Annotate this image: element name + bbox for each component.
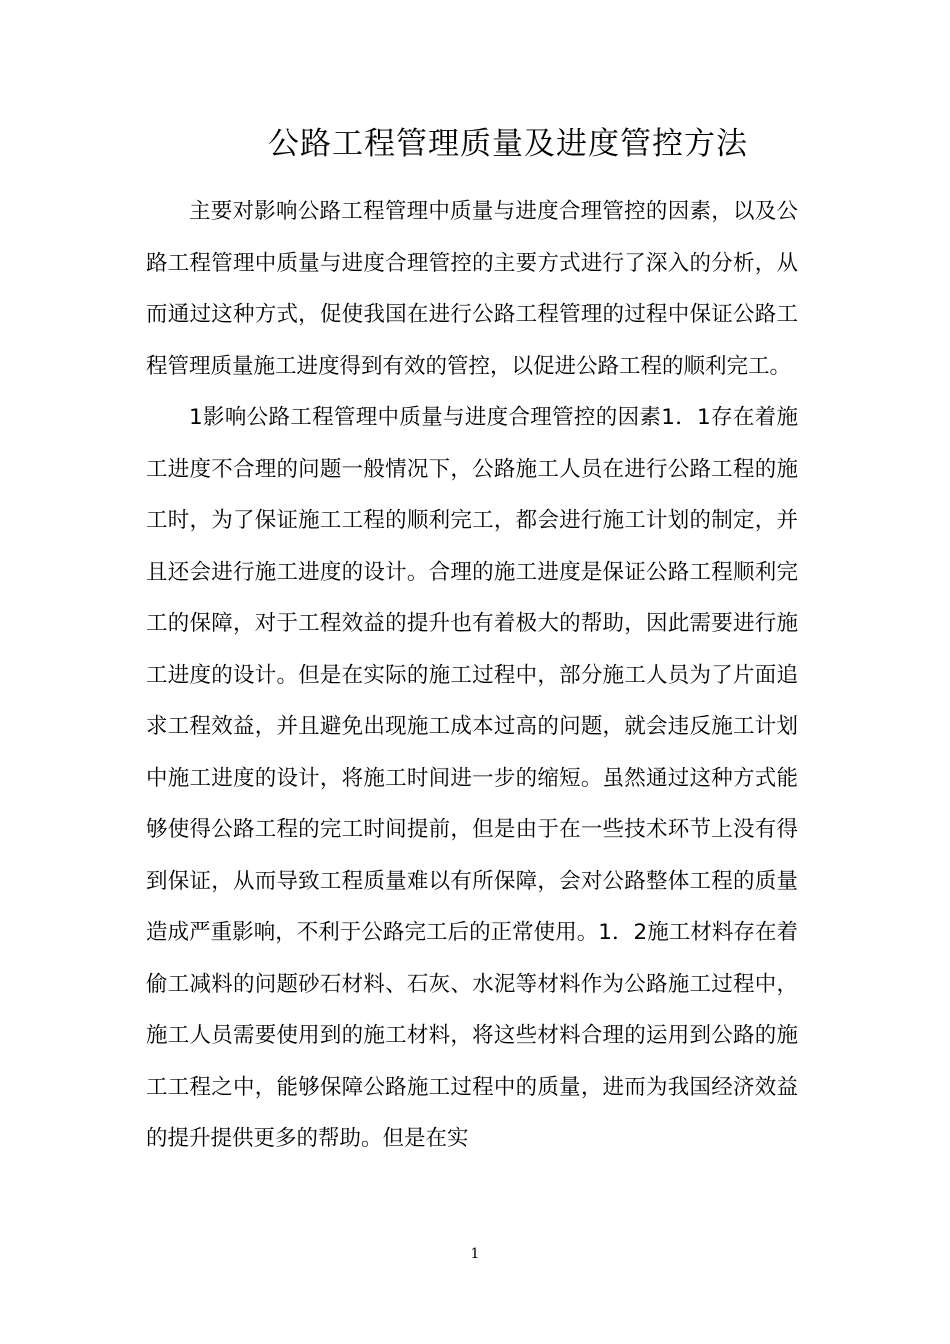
page-number: 1 [470,1246,480,1262]
document-title: 公路工程管理质量及进度管控方法 [268,126,748,162]
document-body [146,186,798,1165]
paragraph-section-1: 1影响公路工程管理中质量与进度合理管控的因素1．1存在着施工进度不合理的问题一般情况下，公路施工人员在进行公路工程的施工时，为了保证施工工程的顺利完工，都会进行施工计划的制定，并且还会进行施工进度的设计。合理的施工进度是保证公路工程顺利完工的保障，对于工程效益的提升也有着极大的帮助，因此需要进行施工进度的设计。但是在实际的施工过程中，部分施工人员为了片面追求工程效益，并且避免出现施工成本过高的问题，就会违反施工计划中施工进度的设计，将施工时间进一步的缩短。虽然通过这种方式能够使得公路工程的完工时间提前，但是由于在一些技术环节上没有得到保证，从而导致工程质量难以有所保障，会对公路整体工程的质量造成严重影响，不利于公路完工后的正常使用。1．2施工材料存在着偷工减料的问题砂石材料、石灰、水泥等材料作为公路施工过程中，施工人员需要使用到的施工材料，将这些材料合理的运用到公路的施工工程之中，能够保障公路施工过程中的质量，进而为我国经济效益的提升提供更多的帮助。但是在实 [146,405,798,1151]
paragraph-abstract: 主要对影响公路工程管理中质量与进度合理管控的因素，以及公路工程管理中质量与进度合理管控的主要方式进行了深入的分析，从而通过这种方式，促使我国在进行公路工程管理的过程中保证公路工程管理质量施工进度得到有效的管控，以促进公路工程的顺利完工。 [146,199,798,379]
